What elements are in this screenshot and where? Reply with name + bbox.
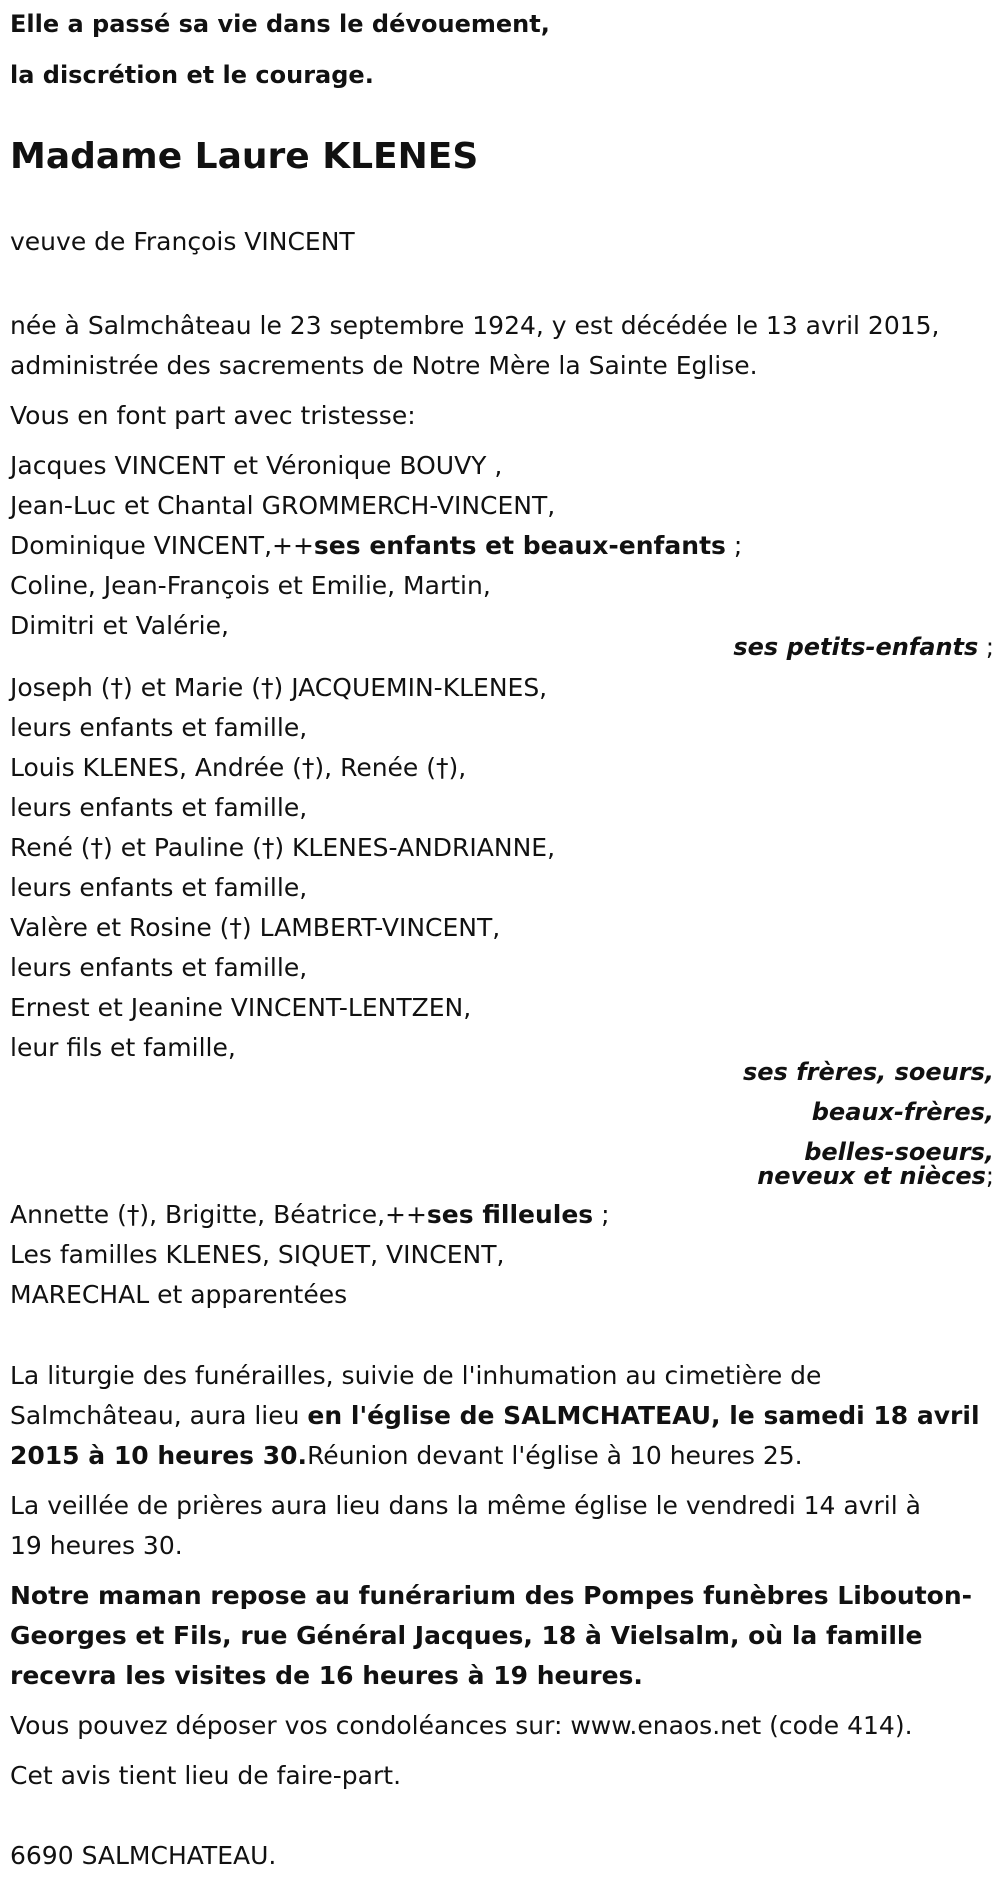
siblings-label-line-4: [757, 1161, 994, 1191]
announcement: Vous en font part avec tristesse:: [10, 401, 416, 430]
goddaughters-label-suffix: ;: [593, 1200, 610, 1229]
children-line-2: Jean-Luc et Chantal GROMMERCH-VINCENT,: [10, 491, 556, 520]
visitation-line-2: Georges et Fils, rue Général Jacques, 18 à Vielsalm, où la famille: [10, 1621, 923, 1650]
siblings-label-line-3: belles-soeurs,: [804, 1138, 994, 1166]
siblings-line: Valère et Rosine (†) LAMBERT-VINCENT,: [10, 913, 501, 942]
funeral-gathering: Réunion devant l'église à 10 heures 25.: [307, 1441, 803, 1470]
siblings-line: leurs enfants et famille,: [10, 953, 308, 982]
siblings-line: leurs enfants et famille,: [10, 713, 308, 742]
children-line-1: Jacques VINCENT et Véronique BOUVY ,: [10, 451, 503, 480]
bio-line-1: née à Salmchâteau le 23 septembre 1924, y est décédée le 13 avril 2015,: [10, 311, 940, 340]
widow-of: veuve de François VINCENT: [10, 227, 355, 256]
vigil-line-1: La veillée de prières aura lieu dans la même église le vendredi 14 avril à: [10, 1491, 921, 1520]
siblings-line: Ernest et Jeanine VINCENT-LENTZEN,: [10, 993, 472, 1022]
families-line-1: Les familles KLENES, SIQUET, VINCENT,: [10, 1240, 505, 1269]
grandchildren-label-suffix: ;: [978, 633, 994, 661]
siblings-label-line-1: ses frères, soeurs,: [742, 1058, 994, 1086]
notice-line: Cet avis tient lieu de faire-part.: [10, 1761, 402, 1790]
address-line: 6690 SALMCHATEAU.: [10, 1841, 277, 1870]
vigil-line-2: 19 heures 30.: [10, 1531, 183, 1560]
grandchildren-label-text: ses petits-enfants: [733, 633, 979, 661]
goddaughters-label: ses filleules: [426, 1200, 594, 1229]
funeral-time: 2015 à 10 heures 30.: [10, 1441, 308, 1470]
siblings-line: René (†) et Pauline (†) KLENES-ANDRIANNE,: [10, 833, 556, 862]
bio-line-2: administrée des sacrements de Notre Mère la Sainte Eglise.: [10, 351, 758, 380]
siblings-line: leur fils et famille,: [10, 1033, 236, 1062]
siblings-label-line-2: beaux-frères,: [811, 1098, 994, 1126]
funeral-line-2: [10, 1396, 980, 1436]
siblings-line: Louis KLENES, Andrée (†), Renée (†),: [10, 753, 467, 782]
children-label-suffix: ;: [725, 531, 743, 560]
children-label: ses enfants et beaux-enfants: [313, 531, 726, 560]
siblings-line: leurs enfants et famille,: [10, 873, 308, 902]
header-line-1: Elle a passé sa vie dans le dévouement,: [10, 10, 550, 38]
goddaughters-names: Annette (†), Brigitte, Béatrice,++: [10, 1200, 427, 1229]
funeral-location-date: en l'église de SALMCHATEAU, le samedi 18 avril: [307, 1401, 980, 1430]
condolences-line: Vous pouvez déposer vos condoléances sur: www.enaos.net (code 414).: [10, 1711, 913, 1740]
funeral-line-1: La liturgie des funérailles, suivie de l'inhumation au cimetière de: [10, 1361, 822, 1390]
siblings-label-text: neveux et nièces: [757, 1162, 986, 1190]
funeral-line-3: [10, 1436, 803, 1476]
grandchildren-line-1: Coline, Jean-François et Emilie, Martin,: [10, 571, 491, 600]
siblings-label-suffix: ;: [985, 1162, 994, 1190]
visitation-line-1: Notre maman repose au funérarium des Pompes funèbres Libouton-: [10, 1581, 972, 1610]
grandchildren-line-2: Dimitri et Valérie,: [10, 611, 229, 640]
grandchildren-label: [733, 632, 994, 662]
header-line-2: la discrétion et le courage.: [10, 61, 374, 89]
siblings-line: Joseph (†) et Marie (†) JACQUEMIN-KLENES,: [10, 673, 548, 702]
families-line-2: MARECHAL et apparentées: [10, 1280, 348, 1309]
funeral-line-2-text: Salmchâteau, aura lieu: [10, 1401, 308, 1430]
deceased-name: Madame Laure KLENES: [10, 136, 479, 177]
goddaughters-line: [10, 1195, 610, 1235]
children-line-3: [10, 526, 742, 566]
siblings-line: leurs enfants et famille,: [10, 793, 308, 822]
visitation-line-3: recevra les visites de 16 heures à 19 heures.: [10, 1661, 643, 1690]
children-names: Dominique VINCENT,++: [10, 531, 314, 560]
